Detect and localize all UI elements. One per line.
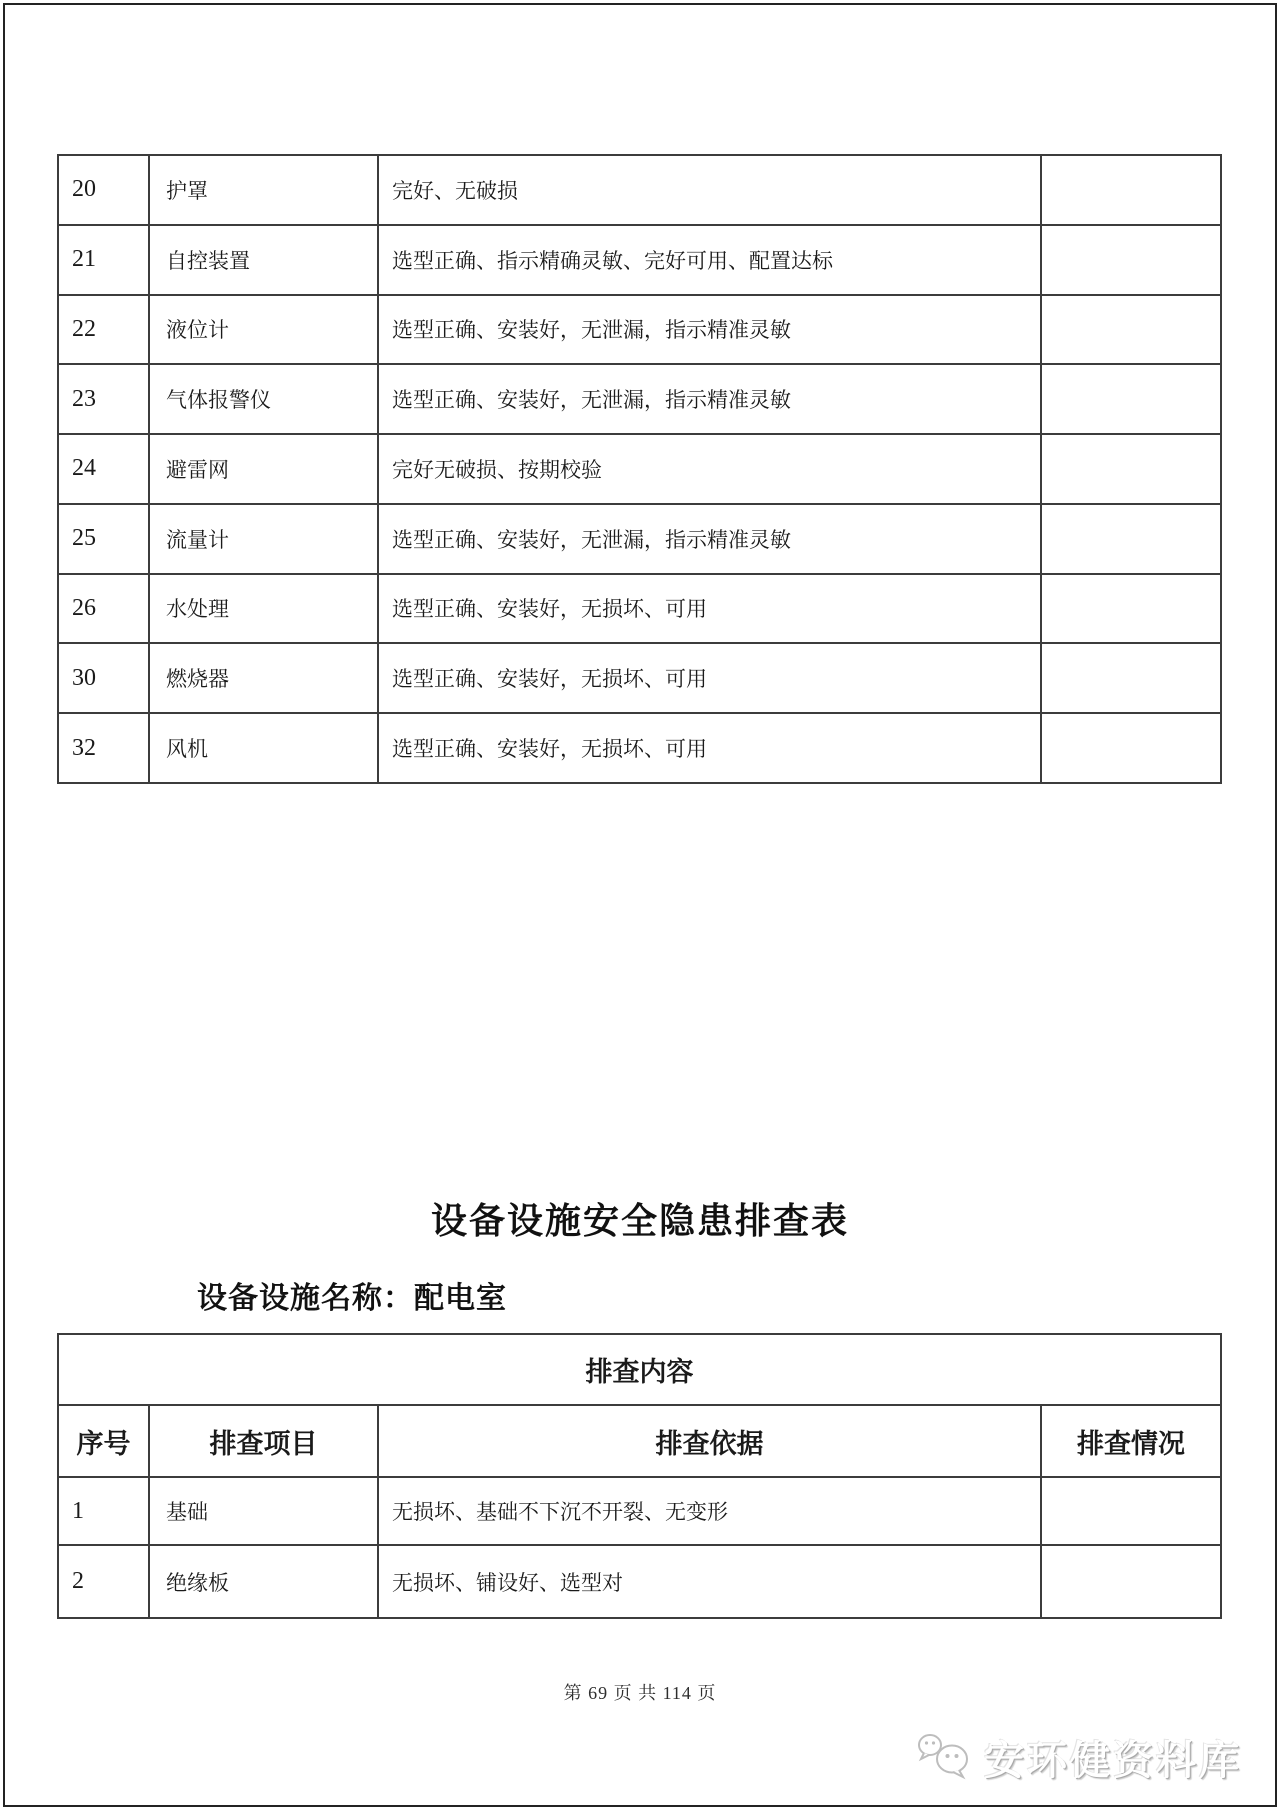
table-row <box>58 504 1221 574</box>
check-status <box>1041 295 1221 365</box>
page-number: 第 69 页 共 114 页 <box>563 1683 717 1703</box>
check-item: 避雷网 <box>149 434 378 504</box>
row-no: 32 <box>58 713 149 783</box>
row-no: 30 <box>58 643 149 713</box>
row-no: 21 <box>58 225 149 295</box>
row-no: 20 <box>58 155 149 225</box>
check-status <box>1041 574 1221 644</box>
row-no: 1 <box>58 1477 149 1545</box>
check-status <box>1041 713 1221 783</box>
check-status <box>1041 434 1221 504</box>
check-basis: 选型正确、安装好，无损坏、可用 <box>378 574 1041 644</box>
check-item: 液位计 <box>149 295 378 365</box>
equipment-check-table-continued <box>57 154 1222 784</box>
page-title: 设备设施安全隐患排查表 <box>430 1200 849 1241</box>
table-header-row <box>58 1405 1221 1477</box>
check-item: 自控装置 <box>149 225 378 295</box>
chat-bubbles-icon <box>914 1732 976 1784</box>
check-item: 气体报警仪 <box>149 364 378 434</box>
check-basis: 无损坏、基础不下沉不开裂、无变形 <box>378 1477 1041 1545</box>
check-item: 基础 <box>149 1477 378 1545</box>
table-row <box>58 713 1221 783</box>
check-item: 绝缘板 <box>149 1545 378 1618</box>
check-item: 流量计 <box>149 504 378 574</box>
check-item: 风机 <box>149 713 378 783</box>
watermark-text: 安环健资料库 <box>984 1739 1242 1783</box>
table-row <box>58 574 1221 644</box>
check-basis: 无损坏、铺设好、选型对 <box>378 1545 1041 1618</box>
check-basis: 选型正确、安装好，无损坏、可用 <box>378 643 1041 713</box>
table-row <box>58 1477 1221 1545</box>
table-row <box>58 295 1221 365</box>
row-no: 24 <box>58 434 149 504</box>
check-basis: 选型正确、安装好，无损坏、可用 <box>378 713 1041 783</box>
equipment-name-label: 设备设施名称：配电室 <box>197 1282 507 1315</box>
check-status <box>1041 225 1221 295</box>
header-item: 排查项目 <box>149 1405 378 1477</box>
table-row <box>58 155 1221 225</box>
row-no: 23 <box>58 364 149 434</box>
table-row <box>58 364 1221 434</box>
header-no: 序号 <box>58 1405 149 1477</box>
check-status <box>1041 364 1221 434</box>
check-basis: 完好无破损、按期校验 <box>378 434 1041 504</box>
check-status <box>1041 504 1221 574</box>
row-no: 2 <box>58 1545 149 1618</box>
header-status: 排查情况 <box>1041 1405 1221 1477</box>
check-status <box>1041 1545 1221 1618</box>
watermark <box>914 1729 1242 1786</box>
row-no: 22 <box>58 295 149 365</box>
check-basis: 选型正确、指示精确灵敏、完好可用、配置达标 <box>378 225 1041 295</box>
table-span-header-row <box>58 1334 1221 1405</box>
header-basis: 排查依据 <box>378 1405 1041 1477</box>
table-row <box>58 434 1221 504</box>
table-row <box>58 1545 1221 1618</box>
table-row <box>58 643 1221 713</box>
check-basis: 选型正确、安装好，无泄漏，指示精准灵敏 <box>378 504 1041 574</box>
check-basis: 完好、无破损 <box>378 155 1041 225</box>
row-no: 26 <box>58 574 149 644</box>
distribution-room-check-table <box>57 1333 1222 1619</box>
check-status <box>1041 155 1221 225</box>
check-item: 水处理 <box>149 574 378 644</box>
check-status <box>1041 643 1221 713</box>
check-item: 燃烧器 <box>149 643 378 713</box>
table-row <box>58 225 1221 295</box>
check-item: 护罩 <box>149 155 378 225</box>
check-status <box>1041 1477 1221 1545</box>
check-basis: 选型正确、安装好，无泄漏，指示精准灵敏 <box>378 364 1041 434</box>
row-no: 25 <box>58 504 149 574</box>
check-basis: 选型正确、安装好，无泄漏，指示精准灵敏 <box>378 295 1041 365</box>
span-header-check-content: 排查内容 <box>58 1334 1221 1405</box>
